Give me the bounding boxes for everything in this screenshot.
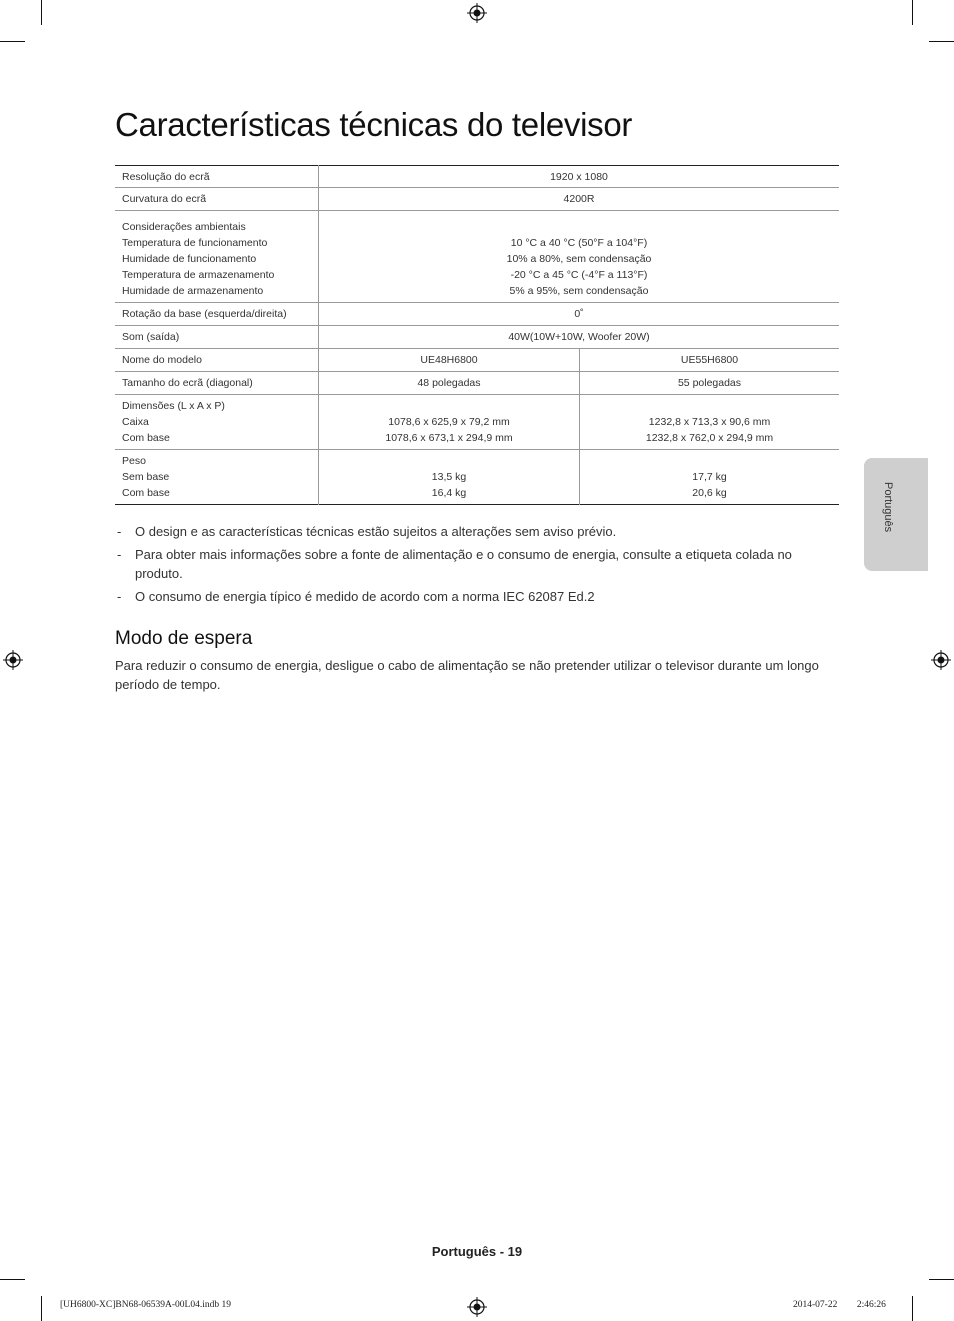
list-item: [115, 587, 839, 606]
spec-label-line: Humidade de armazenamento: [122, 284, 264, 297]
spec-value-line: 1078,6 x 625,9 x 79,2 mm: [388, 416, 510, 428]
spec-value-line: 16,4 kg: [431, 487, 467, 499]
spec-value: [580, 450, 840, 505]
crop-mark: [929, 1279, 954, 1280]
spec-label-line: Com base: [122, 487, 170, 499]
crop-mark: [912, 1296, 913, 1321]
crop-mark: [0, 41, 25, 42]
spec-label: Nome do modelo: [115, 349, 319, 372]
spec-value: 48 polegadas: [319, 372, 580, 395]
spec-value: 0˚: [319, 303, 840, 326]
spec-value: [319, 450, 580, 505]
spec-value-line: 13,5 kg: [431, 471, 467, 483]
table-row: [115, 188, 839, 211]
spec-label-line: Sem base: [122, 471, 170, 483]
spec-label: Rotação da base (esquerda/direita): [115, 303, 319, 326]
list-item: [115, 522, 839, 541]
table-row: [115, 395, 839, 450]
crop-mark: [912, 0, 913, 25]
spec-label: [115, 395, 319, 450]
spec-value-line: 20,6 kg: [692, 487, 727, 499]
table-row: [115, 326, 839, 349]
spec-value-line: 10 °C a 40 °C (50°F a 104°F): [510, 237, 648, 249]
spec-value: 4200R: [319, 188, 840, 211]
spec-value-line: 5% a 95%, sem condensação: [509, 285, 649, 297]
spec-label-line: Temperatura de funcionamento: [122, 236, 268, 249]
notes-list: [115, 522, 839, 610]
registration-mark-icon: [931, 650, 951, 670]
spec-label: [115, 211, 319, 303]
spec-label-line: Humidade de funcionamento: [122, 252, 257, 265]
spec-label-line: Temperatura de armazenamento: [122, 268, 275, 281]
spec-value-line: 10% a 80%, sem condensação: [506, 253, 652, 265]
spec-value: [319, 395, 580, 450]
section-body: Para reduzir o consumo de energia, desligue o cabo de alimentação se não pretender utilizar o televisor durante um longo período de tempo.: [115, 658, 819, 692]
note-text: O design e as características técnicas estão sujeitos a alterações sem aviso prévio.: [135, 524, 617, 539]
table-row: [115, 166, 839, 188]
print-slug-file: [UH6800-XC]BN68-06539A-00L04.indb 19: [60, 1300, 231, 1310]
spec-label-line: Dimensões (L x A x P): [122, 400, 225, 412]
table-row: [115, 211, 839, 303]
list-dash: -: [117, 524, 122, 539]
spec-value: UE55H6800: [580, 349, 840, 372]
page-number: Português - 19: [431, 1244, 523, 1259]
crop-mark: [0, 1279, 25, 1280]
note-text: O consumo de energia típico é medido de acordo com a norma IEC 62087 Ed.2: [135, 589, 595, 604]
spec-value: 55 polegadas: [580, 372, 840, 395]
registration-mark-icon: [3, 650, 23, 670]
crop-mark: [929, 41, 954, 42]
note-text: Para obter mais informações sobre a fonte de alimentação e o consumo de energia, consulte a etiqueta colada no produto.: [135, 547, 792, 581]
page-title: Características técnicas do televisor: [115, 106, 633, 143]
table-row: [115, 450, 839, 505]
spec-value-line: 17,7 kg: [692, 471, 727, 483]
table-row: [115, 303, 839, 326]
specifications-table: [115, 165, 839, 505]
print-slug-date: 2014-07-22 ￿￿ 2:46:26: [793, 1300, 886, 1310]
spec-value: [319, 211, 840, 303]
spec-value-line: 1232,8 x 762,0 x 294,9 mm: [645, 432, 774, 444]
table-row: [115, 372, 839, 395]
crop-mark: [41, 0, 42, 25]
spec-label: Resolução do ecrã: [115, 166, 319, 188]
section-heading: Modo de espera: [115, 628, 253, 649]
spec-value: 1920 x 1080: [550, 170, 608, 183]
spec-value: UE48H6800: [319, 349, 580, 372]
language-side-tab: [864, 458, 928, 571]
table-row: [115, 349, 839, 372]
registration-mark-icon: [467, 3, 487, 23]
spec-value-line: -20 °C a 45 °C (-4°F a 113°F): [510, 269, 648, 281]
spec-value-line: 1232,8 x 713,3 x 90,6 mm: [648, 416, 771, 428]
spec-label-line: Peso: [122, 455, 146, 467]
registration-mark-icon: [467, 1297, 487, 1317]
crop-mark: [41, 1296, 42, 1321]
spec-label: [115, 450, 319, 505]
spec-value: 40W(10W+10W, Woofer 20W): [319, 326, 840, 349]
spec-label: Som (saída): [115, 326, 319, 349]
spec-label-line: Caixa: [122, 416, 149, 428]
spec-label: Tamanho do ecrã (diagonal): [115, 372, 319, 395]
spec-label-line: Com base: [122, 432, 170, 444]
side-tab-label: Português: [882, 482, 894, 533]
spec-value-line: 1078,6 x 673,1 x 294,9 mm: [385, 432, 513, 444]
spec-label: Curvatura do ecrã: [115, 188, 319, 211]
list-item: [115, 545, 839, 583]
spec-label-line: Considerações ambientais: [122, 220, 246, 233]
spec-value: [580, 395, 840, 450]
list-dash: -: [117, 547, 122, 562]
list-dash: -: [117, 589, 122, 604]
